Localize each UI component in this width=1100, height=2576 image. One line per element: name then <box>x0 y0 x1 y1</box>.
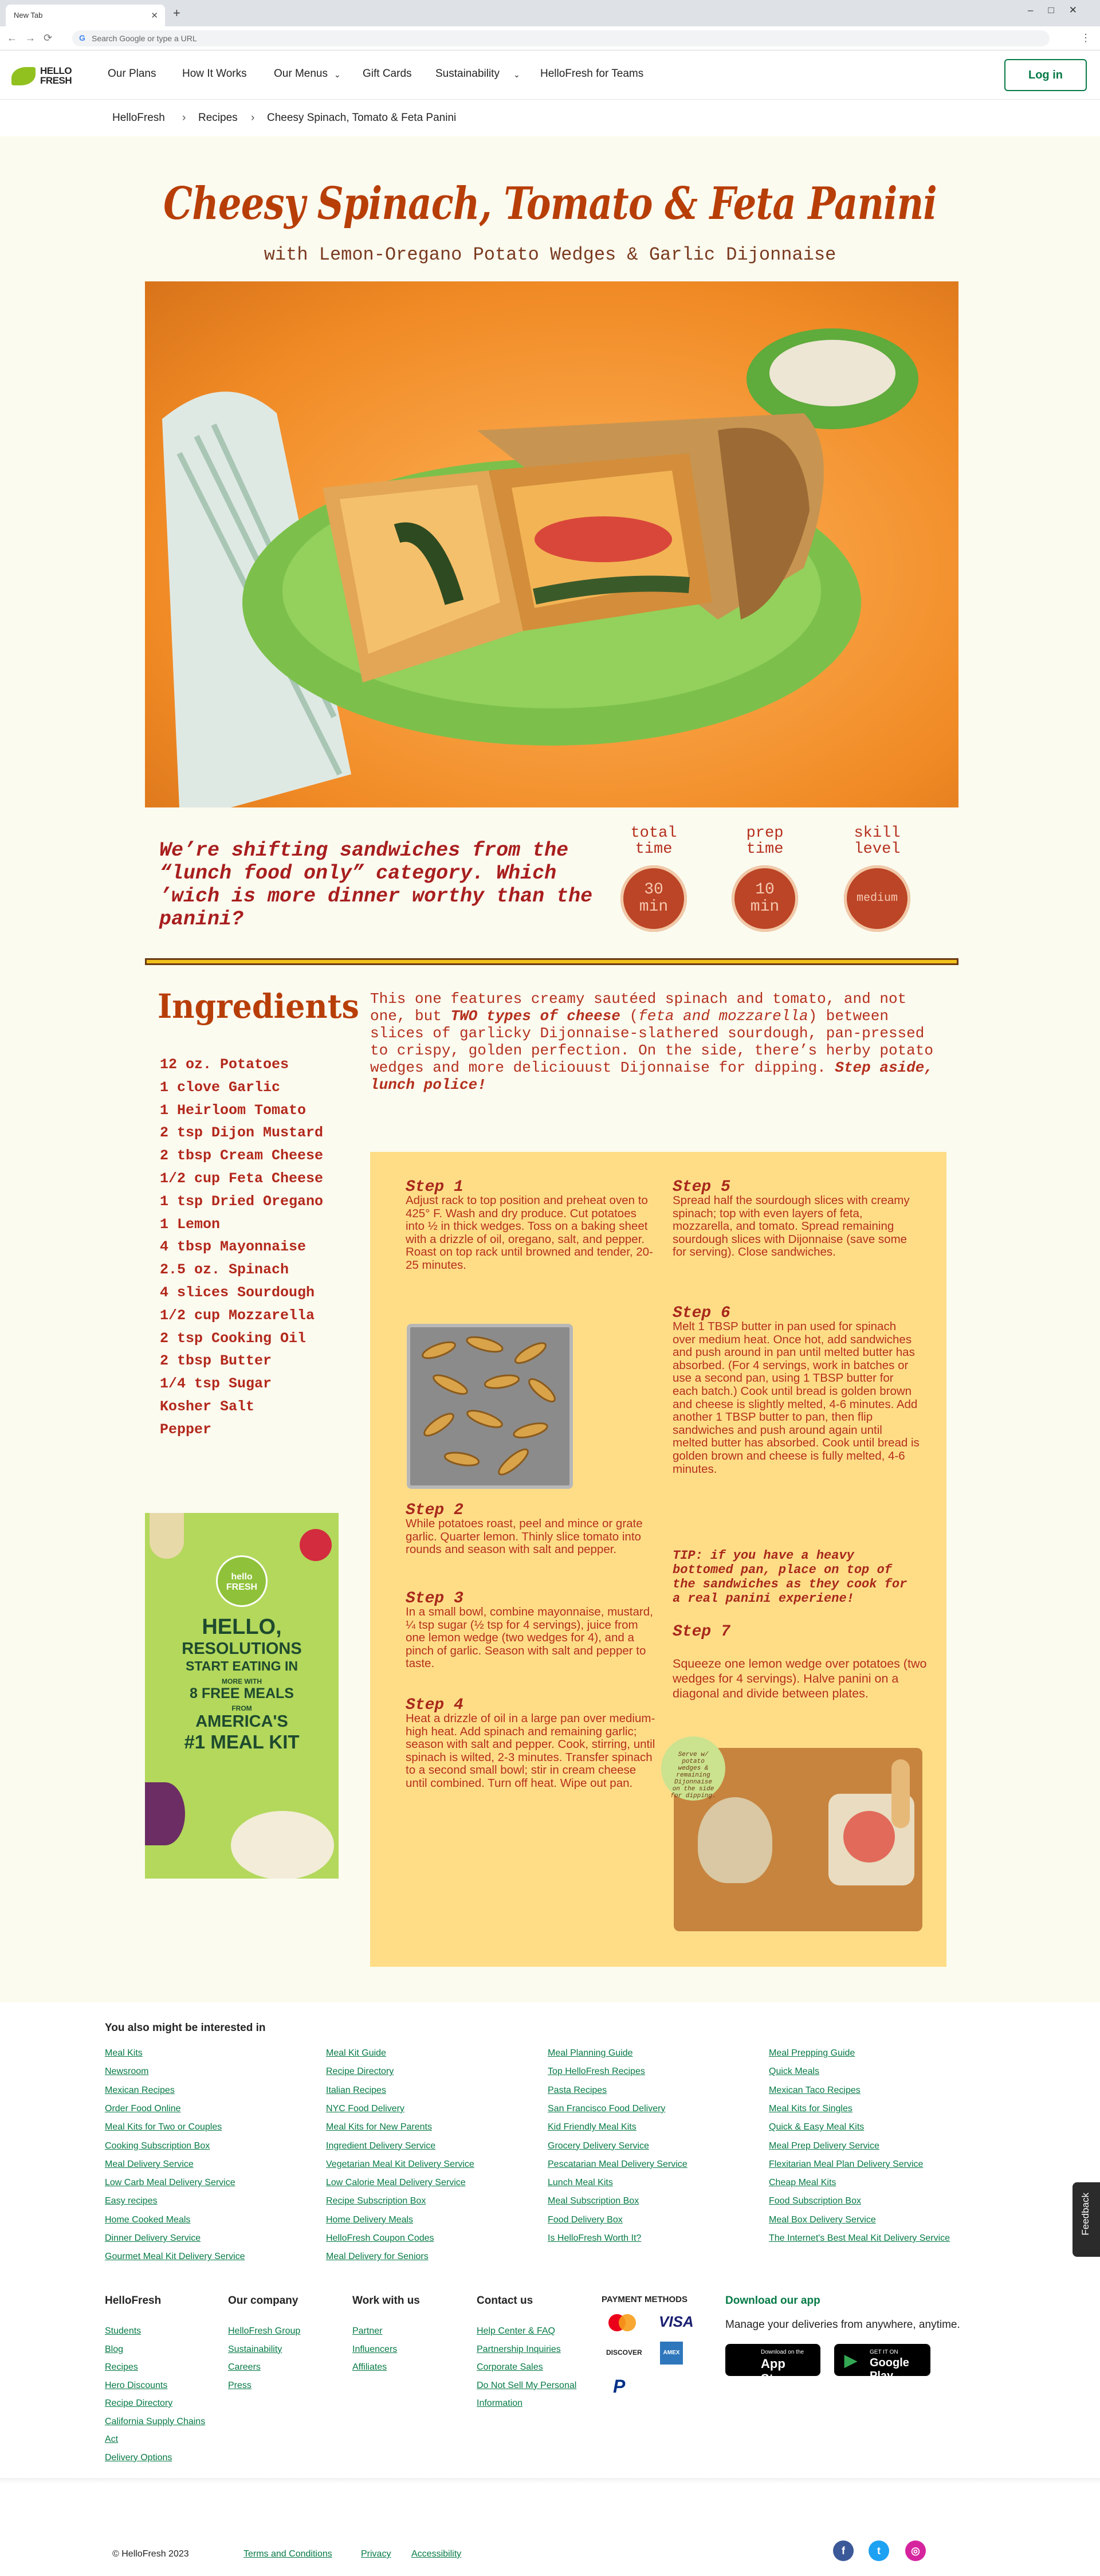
ad-line: HELLO, <box>202 1615 282 1639</box>
ingredient-item: 1/2 cup Mozzarella <box>160 1307 315 1324</box>
interest-link[interactable]: Ingredient Delivery Service <box>326 2140 436 2151</box>
meta-label: skill <box>854 825 901 842</box>
interest-link[interactable]: Home Cooked Meals <box>105 2214 191 2225</box>
window-controls[interactable]: –□✕ <box>1028 5 1092 15</box>
ingredient-item: 2 tsp Cooking Oil <box>160 1330 307 1347</box>
interest-link[interactable]: Food Subscription Box <box>769 2196 861 2206</box>
interest-link[interactable]: Meal Prep Delivery Service <box>769 2140 879 2151</box>
ingredient-item: 1 tsp Dried Oregano <box>160 1193 324 1210</box>
interest-link[interactable]: Dinner Delivery Service <box>105 2233 201 2243</box>
potato-wedges-illustration <box>410 1327 569 1485</box>
knife-handle-icon <box>891 1759 910 1828</box>
step-3-text: In a small bowl, combine mayonnaise, mustard, ¼ tsp sugar (½ tsp for 4 servings), juice from one lemon wedge (two wedges for 4), and a pinch of garlic. Season with salt and pepper to taste. <box>406 1605 653 1671</box>
feedback-label: Feedback <box>1080 2193 1091 2236</box>
decor-sauce-icon <box>300 1529 332 1561</box>
visa-icon: VISA <box>659 2313 694 2330</box>
privacy-link[interactable]: Privacy <box>361 2549 391 2559</box>
close-icon[interactable]: ✕ <box>151 11 158 21</box>
footer-heading-hellofresh: HelloFresh <box>105 2295 162 2307</box>
leaf-icon <box>11 67 36 85</box>
interest-link[interactable]: Meal Kits for Singles <box>769 2103 852 2114</box>
ingredient-item: 1/2 cup Feta Cheese <box>160 1170 324 1187</box>
footer-heading-work: Work with us <box>352 2295 420 2307</box>
ingredient-item: 12 oz. Potatoes <box>160 1056 289 1073</box>
footer-link[interactable]: Help Center & FAQ <box>477 2326 555 2336</box>
app-store-button[interactable] <box>725 2344 820 2386</box>
footer-link[interactable]: HelloFresh Group <box>228 2326 301 2336</box>
ingredient-item: 2 tbsp Butter <box>160 1352 272 1370</box>
step-4-text: Heat a drizzle of oil in a large pan over medium-high heat. Add spinach and remaining garlic; season with salt and pepper. Cook, stirring, until spinach is wilted, 2-3 minutes. Transfer spinach to a second small bowl; stir in cream cheese until combined. Turn off heat. Wipe out pan. <box>406 1712 655 1790</box>
ingredient-item: 1 Lemon <box>160 1216 221 1233</box>
meta-skill-level-badge <box>844 865 910 932</box>
interest-link[interactable]: Quick Meals <box>769 2067 820 2077</box>
address-placeholder: Search Google or type a URL <box>92 34 197 43</box>
download-app-heading: Download our app <box>725 2295 820 2307</box>
instagram-icon[interactable]: ◎ <box>905 2540 926 2561</box>
google-play-label: Google Play <box>870 2357 909 2382</box>
footer-link[interactable]: Blog <box>105 2344 124 2354</box>
ingredient-list <box>160 1053 323 1441</box>
interest-link[interactable]: NYC Food Delivery <box>326 2103 404 2114</box>
step-2-heading: Step 2 <box>406 1501 463 1519</box>
footer-link[interactable]: Affiliates <box>352 2362 387 2372</box>
ad-copy <box>145 1615 339 1753</box>
copyright: © HelloFresh 2023 <box>112 2549 189 2559</box>
meta-skill-level-label <box>834 825 920 857</box>
footer-heading-company: Our company <box>228 2295 298 2307</box>
ad-badge-text: hello <box>231 1572 253 1582</box>
interest-link[interactable]: Meal Kits for Two or Couples <box>105 2122 222 2132</box>
interest-link[interactable]: Meal Kits for New Parents <box>326 2122 432 2132</box>
intro-emphasis: TWO types of cheese <box>450 1007 620 1025</box>
nav-gift-cards[interactable]: Gift Cards <box>363 68 412 80</box>
discover-icon: DISCOVER <box>606 2348 642 2357</box>
breadcrumb-home[interactable]: HelloFresh <box>112 112 165 124</box>
ingredient-item: Pepper <box>160 1421 212 1438</box>
panini-illustration <box>145 281 958 807</box>
decor-cabbage-icon <box>145 1782 185 1845</box>
decor-food-icon <box>150 1513 184 1559</box>
twitter-icon[interactable]: t <box>869 2540 889 2561</box>
ingredient-item: 1 Heirloom Tomato <box>160 1101 307 1119</box>
tab-title: New Tab <box>14 11 43 19</box>
breadcrumb-recipes[interactable]: Recipes <box>198 112 238 124</box>
app-store-small: Download on the <box>761 2349 804 2355</box>
breadcrumb <box>0 100 1100 136</box>
interest-link[interactable]: Easy recipes <box>105 2196 158 2206</box>
interest-link[interactable]: Is HelloFresh Worth It? <box>548 2233 642 2243</box>
footer-link[interactable]: Corporate Sales <box>477 2362 543 2372</box>
step1-image <box>407 1324 573 1489</box>
interest-link[interactable]: Gourmet Meal Kit Delivery Service <box>105 2252 245 2262</box>
footer-link[interactable]: California Supply Chains <box>105 2416 206 2426</box>
nav-our-plans[interactable]: Our Plans <box>108 68 156 80</box>
footer-link[interactable]: Act <box>105 2434 119 2444</box>
interest-link[interactable]: Grocery Delivery Service <box>548 2140 649 2151</box>
tomato-icon <box>843 1811 895 1863</box>
bread-icon <box>698 1797 772 1883</box>
ad-line: START EATING IN <box>186 1658 298 1673</box>
login-button[interactable]: Log in <box>1004 59 1087 91</box>
ad-line: MORE WITH <box>222 1677 262 1685</box>
recipe-hero-image <box>145 281 958 807</box>
serve-note-text: Serve w/ potato wedges & remaining Dijonnaise on the side for dipping. <box>670 1751 716 1799</box>
step-6-heading: Step 6 <box>673 1304 730 1322</box>
meta-total-time-label <box>611 825 697 857</box>
interest-link[interactable]: Home Delivery Meals <box>326 2214 414 2225</box>
interest-link[interactable]: Cheap Meal Kits <box>769 2178 836 2188</box>
ingredient-item: 2 tbsp Cream Cheese <box>160 1147 324 1165</box>
interest-link[interactable]: Low Calorie Meal Delivery Service <box>326 2178 466 2188</box>
logo-line2: FRESH <box>40 75 72 86</box>
nav-how-it-works[interactable]: How It Works <box>182 68 247 80</box>
interest-link[interactable]: Recipe Directory <box>326 2067 394 2077</box>
step-1-text: Adjust rack to top position and preheat oven to 425° F. Wash and dry produce. Cut potatoes into ½ in thick wedges. Toss on a baking sheet with a drizzle of oil, oregano, salt, and pepper. Roast on top rack until browned and tender, 20-25 minutes. <box>406 1194 653 1272</box>
footer-link[interactable]: Recipes <box>105 2362 138 2372</box>
browser-tab[interactable] <box>6 5 165 26</box>
footer-link[interactable]: Influencers <box>352 2344 398 2354</box>
breadcrumb-current: Cheesy Spinach, Tomato & Feta Panini <box>267 112 457 124</box>
footer-divider <box>0 2478 1100 2484</box>
interest-link[interactable]: Top HelloFresh Recipes <box>548 2067 645 2077</box>
interest-link[interactable]: Flexitarian Meal Plan Delivery Service <box>769 2159 924 2169</box>
intro-emphasis: Step aside, lunch police! <box>370 1059 933 1093</box>
interest-link[interactable]: San Francisco Food Delivery <box>548 2103 666 2114</box>
meta-value: medium <box>856 892 898 905</box>
ingredient-item: 1 clove Garlic <box>160 1079 281 1096</box>
interest-link[interactable]: The Internet's Best Meal Kit Delivery Service <box>769 2233 950 2243</box>
meta-unit: min <box>639 898 669 916</box>
interest-link[interactable]: Order Food Online <box>105 2103 181 2114</box>
step-1-heading: Step 1 <box>406 1178 463 1196</box>
nav-sustainability[interactable]: Sustainability <box>435 68 500 80</box>
address-input[interactable] <box>72 30 1050 46</box>
footer-link[interactable]: Hero Discounts <box>105 2380 168 2390</box>
meta-total-time-badge <box>620 865 687 932</box>
chevron-down-icon[interactable]: ⌄ <box>513 70 520 79</box>
interest-link[interactable]: Quick & Easy Meal Kits <box>769 2122 865 2132</box>
recipe-subtitle: with Lemon-Oregano Potato Wedges & Garlic Dijonnaise <box>264 244 836 265</box>
step-6-text: Melt 1 TBSP butter in pan used for spinach over medium heat. Once hot, add sandwiches and push around in pan until melted butter has absorbed. (For 4 servings, work in batches or use a second pan, using 1 TBSP butter for each batch.) Cook until bread is golden brown and cheese is slightly melted, 4-6 minutes. Add another 1 TBSP butter to pan, then flip sandwiches and push around again until melted butter has absorbed. Cook until bread is golden brown and cheese is fully melted, 4-6 minutes. <box>673 1320 920 1476</box>
interest-link[interactable]: Lunch Meal Kits <box>548 2178 613 2188</box>
footer-link[interactable]: Information <box>477 2398 523 2408</box>
interest-link[interactable]: Newsroom <box>105 2067 149 2077</box>
download-app-text: Manage your deliveries from anywhere, anytime. <box>725 2319 960 2331</box>
ad-line: RESOLUTIONS <box>182 1640 302 1658</box>
ingredient-item: Kosher Salt <box>160 1398 255 1415</box>
nav-hellofresh-for-teams[interactable]: HelloFresh for Teams <box>540 68 644 80</box>
step-5-heading: Step 5 <box>673 1178 730 1196</box>
interest-link[interactable]: HelloFresh Coupon Codes <box>326 2233 434 2243</box>
ad-line: #1 MEAL KIT <box>184 1731 300 1752</box>
hellofresh-logo[interactable] <box>11 65 92 88</box>
interest-link[interactable]: Meal Kits <box>105 2048 143 2058</box>
interest-link[interactable]: Food Delivery Box <box>548 2214 623 2225</box>
interest-link[interactable]: Mexican Recipes <box>105 2085 175 2095</box>
intro-emphasis: feta and mozzarella <box>638 1007 808 1025</box>
section-divider <box>145 958 958 965</box>
play-icon: ▶ <box>844 2351 857 2369</box>
menu-icon[interactable]: ⋮ <box>1081 32 1091 44</box>
meta-label: time <box>746 841 784 858</box>
intro-text: ) between slices of garlicky Dijonnaise-slathered sourdough, pan-pressed to crispy, golden perfection. On the side, there’s herby potato wedges and more deliciouust Dijonnaise for dipping. <box>370 1007 933 1076</box>
google-play-small: GET IT ON <box>870 2349 898 2355</box>
feedback-tab[interactable] <box>1072 2182 1100 2257</box>
ad-logo-badge <box>216 1555 268 1607</box>
meta-prep-time-label <box>722 825 808 857</box>
footer-link[interactable]: Delivery Options <box>105 2452 172 2463</box>
interest-link[interactable]: Italian Recipes <box>326 2085 386 2095</box>
interest-link[interactable]: Meal Subscription Box <box>548 2196 639 2206</box>
step-3-heading: Step 3 <box>406 1590 463 1607</box>
interest-link[interactable]: Mexican Taco Recipes <box>769 2085 861 2095</box>
meta-value: 30 <box>644 881 663 899</box>
interest-link[interactable]: Low Carb Meal Delivery Service <box>105 2178 235 2188</box>
footer-link[interactable]: Partner <box>352 2326 383 2336</box>
recipe-title: Cheesy Spinach, Tomato & Feta Panini <box>163 178 937 230</box>
footer-link[interactable]: Careers <box>228 2362 261 2372</box>
step-7-heading: Step 7 <box>673 1623 730 1641</box>
ingredient-item: 2.5 oz. Spinach <box>160 1261 289 1279</box>
ad-badge-text: FRESH <box>226 1582 258 1592</box>
ad-line: FROM <box>231 1704 252 1712</box>
footer-link[interactable]: Sustainability <box>228 2344 282 2354</box>
meta-label: level <box>854 841 901 858</box>
interest-link[interactable]: Meal Kit Guide <box>326 2048 386 2058</box>
nav-our-menus[interactable]: Our Menus <box>274 68 328 80</box>
interest-link[interactable]: Meal Delivery for Seniors <box>326 2252 429 2262</box>
google-play-button[interactable] <box>834 2344 930 2382</box>
facebook-icon[interactable]: f <box>833 2540 854 2561</box>
chevron-down-icon[interactable]: ⌄ <box>334 70 341 79</box>
meta-label: time <box>635 841 673 858</box>
ingredient-item: 2 tsp Dijon Mustard <box>160 1124 324 1142</box>
ingredient-item: 4 tbsp Mayonnaise <box>160 1238 307 1256</box>
mastercard-icon <box>608 2312 639 2332</box>
footer-link[interactable]: Press <box>228 2380 252 2390</box>
meta-label: prep <box>746 825 784 842</box>
interest-link[interactable]: Pasta Recipes <box>548 2085 607 2095</box>
logo-line1: HELLO <box>40 65 72 76</box>
nav-arrows-icon[interactable]: ←→⟳ <box>7 32 61 44</box>
interest-link[interactable]: Recipe Subscription Box <box>326 2196 426 2206</box>
meta-value: 10 <box>755 881 775 899</box>
interest-link[interactable]: Pescatarian Meal Delivery Service <box>548 2159 688 2169</box>
site-header <box>0 50 1100 100</box>
serve-note-badge <box>661 1736 725 1801</box>
accessibility-link[interactable]: Accessibility <box>411 2549 462 2559</box>
footer-link[interactable]: Do Not Sell My Personal <box>477 2380 577 2390</box>
ingredient-item: 4 slices Sourdough <box>160 1284 315 1301</box>
interest-link[interactable]: Vegetarian Meal Kit Delivery Service <box>326 2159 474 2169</box>
interest-link[interactable]: Meal Prepping Guide <box>769 2048 855 2058</box>
interest-link[interactable]: Meal Delivery Service <box>105 2159 194 2169</box>
meta-label: total <box>630 825 677 842</box>
google-icon: G <box>79 33 85 42</box>
address-bar-row <box>0 26 1100 50</box>
meta-prep-time-badge <box>732 865 798 932</box>
paypal-icon: P <box>613 2376 626 2397</box>
interested-heading: You also might be interested in <box>105 2022 266 2034</box>
footer-link[interactable]: Students <box>105 2326 142 2336</box>
footer-link[interactable]: Recipe Directory <box>105 2398 173 2408</box>
recipe-intro <box>370 990 943 1093</box>
footer-link[interactable]: Partnership Inquiries <box>477 2344 561 2354</box>
ad-line: AMERICA'S <box>195 1712 288 1731</box>
intro-text: This one features creamy sautéed spinach and tomato, and not one, but <box>370 990 907 1025</box>
footer-heading-contact: Contact us <box>477 2295 533 2307</box>
recipe-tagline: We’re shifting sandwiches from the “lunch food only” category. Which ’wich is more dinner worthy than the panini? <box>159 839 593 931</box>
amex-icon: AMEX <box>660 2342 683 2365</box>
ingredients-heading: Ingredients <box>158 987 359 1026</box>
meta-unit: min <box>750 898 780 916</box>
interest-link[interactable]: Meal Planning Guide <box>548 2048 633 2058</box>
intro-text: ( <box>620 1007 639 1025</box>
interest-link[interactable]: Kid Friendly Meal Kits <box>548 2122 637 2132</box>
chevron-right-icon: › <box>182 112 186 124</box>
step-7-text: Squeeze one lemon wedge over potatoes (two wedges for 4 servings). Halve panini on a diagonal and divide between plates. <box>673 1657 927 1700</box>
decor-taco-plate-icon <box>231 1811 334 1879</box>
cooking-tip: TIP: if you have a heavy bottomed pan, place on top of the sandwiches as they cook for a real panini experiene! <box>673 1548 907 1606</box>
ingredient-item: 1/4 tsp Sugar <box>160 1375 272 1393</box>
new-tab-icon[interactable]: + <box>173 6 180 20</box>
step-4-heading: Step 4 <box>406 1696 463 1714</box>
promo-ad[interactable] <box>145 1513 339 1879</box>
payment-heading: PAYMENT METHODS <box>602 2295 688 2304</box>
ad-line: 8 FREE MEALS <box>190 1685 294 1701</box>
app-store-label: App Store <box>761 2357 793 2386</box>
terms-link[interactable]: Terms and Conditions <box>243 2549 332 2559</box>
interest-link[interactable]: Cooking Subscription Box <box>105 2140 210 2151</box>
step-2-text: While potatoes roast, peel and mince or grate garlic. Quarter lemon. Thinly slice tomato into rounds and season with salt and pepper. <box>406 1517 643 1556</box>
step-5-text: Spread half the sourdough slices with creamy spinach; top with even layers of feta, mozzarella, and tomato. Spread remaining sourdough slices with Dijonnaise (save some for serving). Close sandwiches. <box>673 1194 910 1259</box>
browser-chrome <box>0 0 1100 50</box>
interest-link[interactable]: Meal Box Delivery Service <box>769 2214 876 2225</box>
chevron-right-icon: › <box>251 112 255 124</box>
